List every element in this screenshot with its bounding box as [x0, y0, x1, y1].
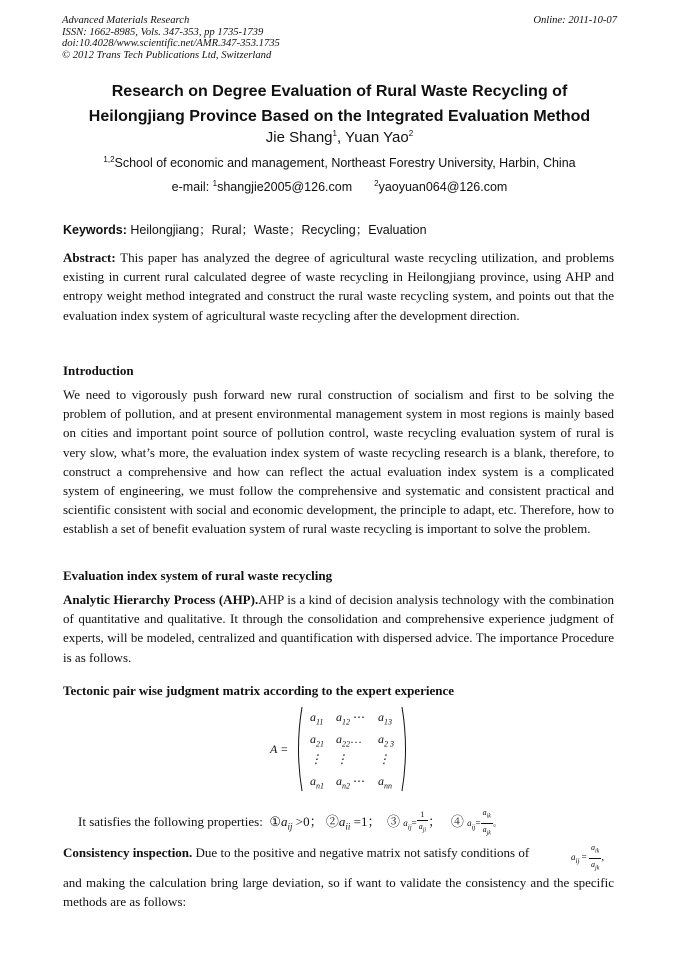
abstract-label: Abstract:: [63, 250, 116, 265]
intro-heading: Introduction: [63, 363, 134, 378]
circled-3: ③: [387, 814, 401, 830]
matrix-cell-subscript: nn: [384, 781, 392, 791]
matrix-cell-subscript: 21: [316, 739, 324, 749]
cf-lhs-sub: ij: [575, 856, 580, 865]
tectonic-heading: Tectonic pair wise judgment matrix according to the expert experience: [63, 683, 455, 698]
consistency-line-1: [63, 843, 614, 862]
affiliation-text: School of economic and management, Northeast Forestry University, Harbin, China: [114, 156, 576, 170]
online-date: Online: 2011-10-07: [533, 15, 617, 26]
p3-den-sub: ji: [422, 827, 427, 834]
matrix-lhs: A =: [270, 742, 289, 756]
matrix-cell-subscript: 22: [342, 739, 350, 749]
cf-den-sub: jk: [594, 865, 600, 872]
keywords: [63, 220, 618, 238]
matrix-cell-base: a: [378, 732, 384, 746]
matrix-cell: [336, 774, 376, 790]
p4-den: a: [482, 824, 487, 834]
property-3: ③ $a_{ij}=$ $\frac{1}{a_{ji}}$ ；: [387, 814, 441, 829]
p4-den-sub: jk: [486, 830, 491, 837]
consistency-formula: $a_{ij}$ = $\frac{a_{ik}}{a_{jk}}$ ,: [571, 842, 604, 874]
affiliation: [62, 156, 617, 170]
matrix-cell: [336, 732, 376, 748]
intro-text: We need to vigorously push forward new rural construction of socialism and first to be solving the problem of pollution, and at present environmental management system in most regions is mainly based on cities and important point source of pollution control, waste recycling evaluation system of rural is very slow, what’s more, the evaluation index system of waste recycling research is a blank, therefore, to construct a comprehensive and how can reflect the actual evaluation index system is a complicated system of engineering, we must follow the comprehensive and systematic and consistent practical and scientific consistent with social and economic development, the principle to adapt, etc. Therefore, how to establish a set of benefit evaluation system of rural waste recycling is important to solve the problem.: [63, 387, 614, 537]
matrix-cell-base: a: [310, 732, 316, 746]
journal-header: [62, 15, 617, 61]
abstract-text: This paper has analyzed the degree of agricultural waste recycling utilization, and problems existing in current rural calculated degree of waste recycling in Heilongjiang province, using AHP and entropy weight method integrated and construct the rural waste recycling system, and points out that the evaluation index system of agricultural waste recycling after the development direction.: [63, 250, 614, 323]
consistency-paragraph: [63, 843, 614, 912]
ahp-paragraph: [63, 590, 614, 667]
p4-lhs: a: [467, 818, 472, 829]
matrix-cell-base: a: [378, 774, 384, 788]
matrix-cell-base: a: [336, 732, 342, 746]
cf-fraction: [589, 842, 601, 874]
circled-2: ②: [325, 814, 339, 830]
consistency-label: Consistency inspection.: [63, 845, 193, 860]
cf-den: a: [590, 859, 595, 869]
author-2-mark: 2: [408, 129, 414, 138]
properties-lead: It satisfies the following properties:: [78, 814, 263, 830]
author-1-mark: 1: [332, 129, 337, 138]
circled-4: ④: [450, 814, 464, 830]
matrix-cell-base: a: [310, 774, 316, 788]
matrix-cell-base: ⋮: [310, 752, 322, 766]
p4-lhs-sub: ij: [471, 823, 476, 832]
issn-line: ISSN: 1662-8985, Vols. 347-353, pp 1735-1739: [62, 26, 264, 38]
matrix-cell: [378, 710, 418, 726]
property-1: [269, 814, 323, 832]
matrix-cell: [378, 732, 418, 748]
matrix-cell: [378, 752, 418, 767]
property-4: ④ $a_{ij}=$ $\frac{a_{ik}}{a_{jk}}$ 。: [451, 814, 502, 829]
p1-base: a: [281, 814, 288, 830]
matrix-cell: [336, 752, 376, 767]
circled-1: ①: [269, 814, 282, 830]
keywords-text: Heilongjiang；Rural；Waste；Recycling；Evaluation: [126, 223, 427, 237]
email-2: yaoyuan064@126.com: [378, 180, 508, 194]
p4-end: 。: [492, 818, 502, 829]
paper-title: [62, 79, 617, 129]
p3-lhs-sub: ij: [407, 823, 412, 832]
p2-sub: ii: [345, 821, 351, 832]
p4-num: a: [482, 808, 487, 817]
cf-end: ,: [601, 851, 605, 864]
matrix-ellipsis: ⋯: [350, 774, 365, 788]
p2-base: a: [338, 814, 346, 830]
matrix-cell-base: a: [378, 710, 384, 724]
properties-line: [78, 807, 502, 839]
keywords-label: Keywords:: [63, 223, 127, 237]
affiliation-mark: 1,2: [103, 154, 115, 164]
author-separator: ,: [336, 129, 346, 146]
p3-end: ；: [428, 814, 442, 830]
p4-fraction: [481, 807, 493, 839]
doi-line: doi:10.4028/www.scientific.net/AMR.347-353.1735: [62, 38, 280, 49]
matrix-cell-base: ⋮: [378, 752, 390, 766]
email-label: e-mail:: [171, 180, 213, 194]
matrix-cell-subscript: 12: [342, 717, 350, 727]
matrix-ellipsis: ⋯: [350, 710, 365, 724]
author-2: Yuan Yao: [345, 129, 409, 146]
email-2-mark: 2: [374, 178, 379, 188]
title-line-1: Research on Degree Evaluation of Rural Waste Recycling of: [111, 83, 568, 100]
journal-name: Advanced Materials Research: [62, 15, 190, 26]
p3-num: 1: [417, 809, 428, 821]
consistency-text-1: Due to the positive and negative matrix not satisfy conditions of: [192, 845, 530, 860]
p2-rest: =1；: [350, 814, 381, 830]
matrix-ellipsis: …: [350, 732, 362, 746]
judgment-matrix: [270, 706, 410, 792]
matrix-cell-base: a: [336, 774, 342, 788]
matrix-cell-subscript: 11: [316, 717, 324, 727]
p3-lhs: a: [403, 818, 408, 829]
eval-heading: Evaluation index system of rural waste recycling: [63, 568, 333, 583]
p1-rest: >0；: [292, 814, 323, 830]
email-1-mark: 1: [212, 178, 218, 188]
matrix-cell-subscript: 2 3: [384, 739, 394, 749]
matrix-cell-base: a: [336, 710, 342, 724]
consistency-text-2: and making the calculation bring large deviation, so if want to validate the consistency and the specific methods are as follows:: [63, 875, 614, 910]
cf-lhs: a: [571, 852, 576, 863]
matrix-cell-base: a: [310, 710, 316, 724]
matrix-cell-subscript: n1: [316, 781, 324, 791]
matrix-cell: [336, 710, 376, 726]
author-1: Jie Shang: [265, 129, 333, 146]
author-list: [62, 129, 617, 146]
matrix-cell: [378, 774, 418, 790]
abstract: [63, 248, 614, 325]
email-1: shangjie2005@126.com: [217, 180, 353, 194]
email-line: [62, 180, 617, 194]
ahp-text: AHP is a kind of decision analysis technology with the combination of quantitative and qualitative. It through the consolidation and comprehensive experience judgment of experts, will be modeled, centralized and quantification with dispersed advice. The importance Procedure is as follows.: [63, 592, 614, 665]
p4-num-sub: ik: [486, 813, 491, 820]
matrix-cell-subscript: 13: [384, 717, 392, 727]
title-line-2: Heilongjiang Province Based on the Integrated Evaluation Method: [88, 108, 591, 125]
matrix-cell-subscript: n2: [342, 781, 350, 791]
p3-den: a: [418, 822, 423, 832]
cf-num-sub: ik: [594, 848, 600, 855]
p1-sub: ij: [287, 821, 293, 832]
matrix-cell-base: ⋮: [336, 752, 348, 766]
copyright-line: © 2012 Trans Tech Publications Ltd, Switzerland: [62, 49, 272, 61]
ahp-label: Analytic Hierarchy Process (AHP).: [63, 592, 259, 607]
p3-fraction: [417, 809, 428, 837]
property-2: [325, 814, 381, 832]
left-paren: [294, 706, 304, 792]
cf-num: a: [590, 843, 595, 852]
